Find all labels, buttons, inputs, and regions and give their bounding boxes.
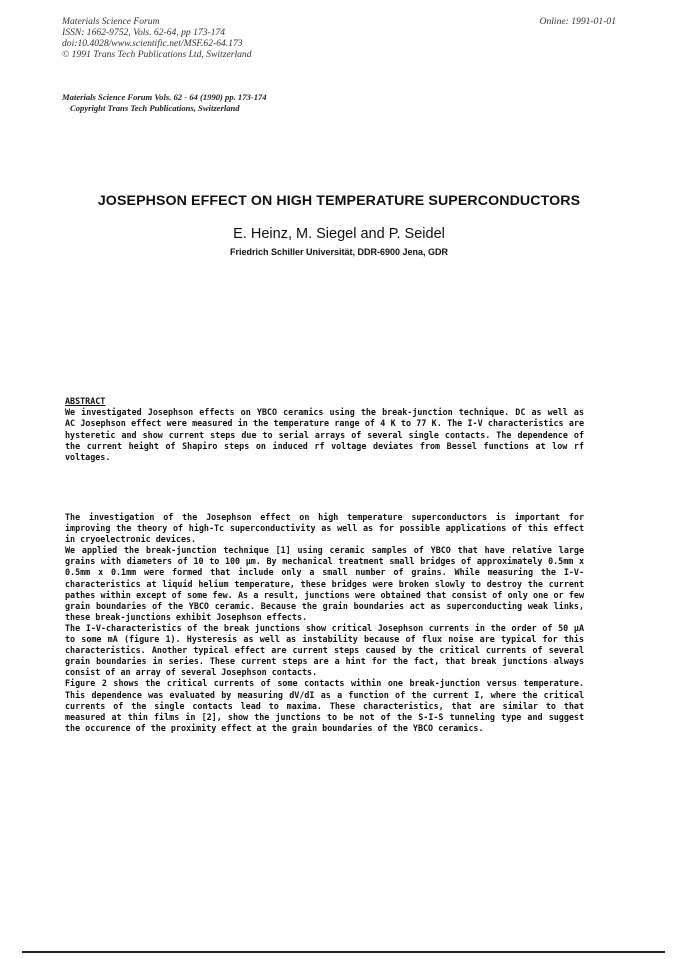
page-bottom-rule — [22, 951, 665, 953]
paper-title: JOSEPHSON EFFECT ON HIGH TEMPERATURE SUPERCONDUCTORS — [97, 193, 581, 209]
abstract-section — [65, 396, 584, 463]
paper-affiliation: Friedrich Schiller Universität, DDR-6900 Jena, GDR — [229, 247, 449, 257]
publication-line-1: Materials Science Forum Vols. 62 - 64 (1990) pp. 173-174 — [62, 92, 267, 102]
publication-line-2: Copyright Trans Tech Publications, Switzerland — [70, 103, 240, 113]
publication-info — [62, 92, 267, 114]
abstract-text: We investigated Josephson effects on YBCO ceramics using the break-junction technique. DC as well as AC Josephson effect were measured in the temperature range of 4 K to 77 K. The I-V characteristics are hysteretic and show current steps due to serial arrays of several single contacts. The dependence of the current height of Shapiro steps on induced rf voltage deviates from Bessel functions at low rf voltages. — [65, 407, 584, 463]
online-date: Online: 1991-01-01 — [539, 16, 616, 27]
copyright-line: © 1991 Trans Tech Publications Ltd, Switzerland — [62, 49, 252, 60]
paragraph-1: The investigation of the Josephson effect on high temperature superconductors is important for improving the theory of high-Tc superconductivity as well as for possible applications of this effect in cryoelectronic devices. — [65, 512, 584, 545]
paragraph-3: The I-V-characteristics of the break junctions show critical Josephson currents in the order of 50 µA to some mA (figure 1). Hysteresis as well as instability because of flux noise are typical for this characteristics. Another typical effect are current steps caused by the critical currents of several grain boundaries in series. These current steps are a hint for the fact, that break junctions always consist of an array of several Josephson contacts. — [65, 622, 584, 678]
issn-line: ISSN: 1662-9752, Vols. 62-64, pp 173-174 — [62, 27, 226, 38]
journal-name: Materials Science Forum — [62, 16, 160, 27]
paragraph-2: We applied the break-junction technique [1] using ceramic samples of YBCO that have relative large grains with diameters of 10 to 100 µm. By mechanical treatment small bridges of approximately 0.5mm x 0.5mm x 0.1mm were formed that include only a small number of grains. While measuring the I-V-characteristics at liquid helium temperature, these bridges were broken slowly to destroy the current pathes within except of some few. As a result, junctions were obtained that consist of only one or few grain boundaries of the YBCO ceramic. Because the grain boundaries act as superconducting weak links, these break-junctions exhibit Josephson effects. — [65, 545, 584, 622]
citation-header — [62, 16, 616, 60]
abstract-heading: ABSTRACT — [65, 396, 106, 406]
paragraph-4: Figure 2 shows the critical currents of some contacts within one break-junction versus temperature. This dependence was evaluated by measuring dV/dI as a function of the current I, where the critical currents of the single contacts lead to maxima. These characteristics, that are similar to that measured at thin films in [2], show the junctions to be not of the S-I-S tunneling type and suggest the occurence of the proximity effect at the grain boundaries of the YBCO ceramics. — [65, 678, 584, 733]
paper-authors: E. Heinz, M. Siegel and P. Seidel — [233, 226, 445, 242]
body-text — [65, 512, 584, 734]
doi-line[interactable]: doi:10.4028/www.scientific.net/MSF.62-64.173 — [62, 38, 243, 49]
